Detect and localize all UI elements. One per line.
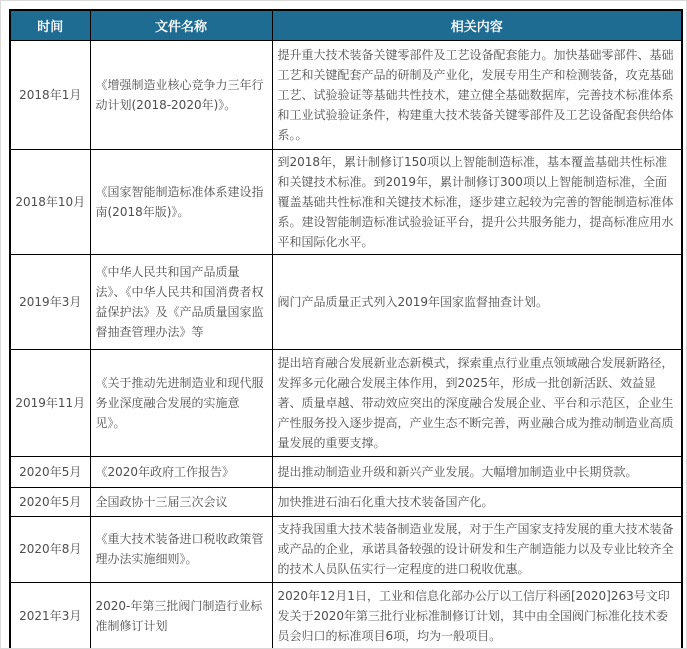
col-header-time: 时间 <box>10 10 90 40</box>
cell-content: 提升重大技术装备关键零部件及工艺设备配套能力。加快基础零部件、基础工艺和关键配套产品的研制及产业化，发展专用生产和检测装备，攻克基础工艺、试验验证等基础共性技术，建立健全基础数据库，完善技术标准体系和工业试验验证条件，构建重大技术装备关键零部件及工艺设备配套供给体系。。 <box>272 40 682 149</box>
cell-doc-name: 《增强制造业核心竞争力三年行动计划(2018-2020年)》。 <box>90 40 272 149</box>
header-row <box>10 10 682 40</box>
table-row <box>10 516 682 582</box>
cell-time: 2020年5月 <box>10 487 90 516</box>
cell-time: 2018年1月 <box>10 40 90 149</box>
cell-doc-name: 《关于推动先进制造业和现代服务业深度融合发展的实施意见》。 <box>90 349 272 456</box>
cell-content: 阀门产品质量正式列入2019年国家监督抽查计划。 <box>272 254 682 349</box>
col-header-content: 相关内容 <box>272 10 682 40</box>
table-row <box>10 254 682 349</box>
cell-content: 提出培育融合发展新业态新模式，探索重点行业重点领域融合发展新路径，发挥多元化融合发展主体作用，到2025年，形成一批创新活跃、效益显著、质量卓越、带动效应突出的深度融合发展企业、平台和示范区，企业生产性服务投入逐步提高，产业生态不断完善，两业融合成为推动制造业高质量发展的重要支撑。 <box>272 349 682 456</box>
cell-time: 2020年8月 <box>10 516 90 582</box>
cell-doc-name: 《2020年政府工作报告》 <box>90 456 272 487</box>
cell-time: 2019年3月 <box>10 254 90 349</box>
cell-content: 2020年12月1日，工业和信息化部办公厅以工信厅科函[2020]263号文印发关于2020年第三批行业标准制修订计划，其中由全国阀门标准化技术委员会归口的标准项目6项，均为一般项目。 <box>272 582 682 649</box>
table-row <box>10 487 682 516</box>
cell-time: 2019年11月 <box>10 349 90 456</box>
cell-content: 支持我国重大技术装备制造业发展，对于生产国家支持发展的重大技术装备或产品的企业，承诺具备较强的设计研发和生产制造能力以及专业比较齐全的技术人员队伍实行一定程度的进口税收优惠。 <box>272 516 682 582</box>
table-body <box>10 40 682 649</box>
table-row <box>10 582 682 649</box>
cell-content: 提出推动制造业升级和新兴产业发展。大幅增加制造业中长期贷款。 <box>272 456 682 487</box>
cell-doc-name: 《重大技术装备进口税收政策管理办法实施细则》。 <box>90 516 272 582</box>
cell-content: 到2018年，累计制修订150项以上智能制造标准，基本覆盖基础共性标准和关键技术标准。到2019年，累计制修订300项以上智能制造标准，全面覆盖基础共性标准和关键技术标准，逐步建立起较为完善的智能制造标准体系。建设智能制造标准试验验证平台，提升公共服务能力，提高标准应用水平和国际化水平。 <box>272 149 682 254</box>
table-row <box>10 149 682 254</box>
table-row <box>10 40 682 149</box>
table-header <box>10 10 682 40</box>
cell-time: 2018年10月 <box>10 149 90 254</box>
cell-time: 2020年5月 <box>10 456 90 487</box>
table-row <box>10 349 682 456</box>
cell-doc-name: 2020-年第三批阀门制造行业标准制修订计划 <box>90 582 272 649</box>
cell-content: 加快推进石油石化重大技术装备国产化。 <box>272 487 682 516</box>
cell-time: 2021年3月 <box>10 582 90 649</box>
cell-doc-name: 全国政协十三届三次会议 <box>90 487 272 516</box>
cell-doc-name: 《国家智能制造标准体系建设指南(2018年版)》。 <box>90 149 272 254</box>
col-header-doc-name: 文件名称 <box>90 10 272 40</box>
cell-doc-name: 《中华人民共和国产品质量法》、《中华人民共和国消费者权益保护法》及《产品质量国家监督抽查管理办法》等 <box>90 254 272 349</box>
table-row <box>10 456 682 487</box>
policy-table <box>9 9 683 649</box>
